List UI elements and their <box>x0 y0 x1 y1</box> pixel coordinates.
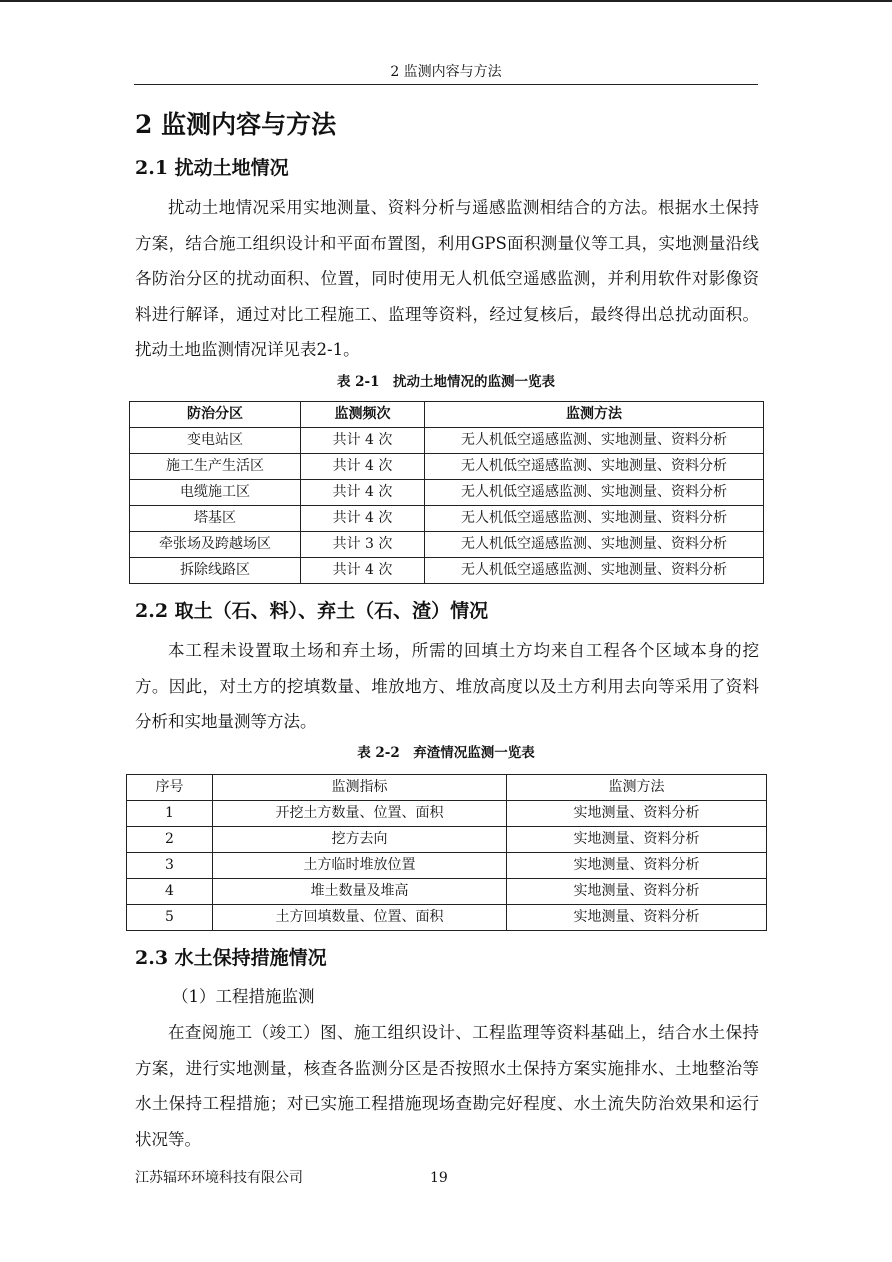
cell-zone: 施工生产生活区 <box>130 454 301 480</box>
column-header: 防治分区 <box>130 402 301 428</box>
section-2-2-paragraph: 本工程未设置取土场和弃土场，所需的回填土方均来自工程各个区域本身的挖方。因此，对土方的挖填数量、堆放地方、堆放高度以及土方利用去向等采用了资料分析和实地量测等方法。 <box>135 641 759 732</box>
column-header: 监测方法 <box>425 402 764 428</box>
table-header-row <box>130 402 764 428</box>
table-row <box>127 853 767 879</box>
cell-frequency: 共计 4 次 <box>301 454 425 480</box>
page-top-border <box>0 0 892 2</box>
table-row <box>127 801 767 827</box>
cell-index: 5 <box>127 905 213 931</box>
table-2-2-caption: 表 2-2 弃渣情况监测一览表 <box>357 745 535 761</box>
cell-indicator: 开挖土方数量、位置、面积 <box>213 801 507 827</box>
table-row <box>130 558 764 584</box>
cell-method: 实地测量、资料分析 <box>507 905 767 931</box>
table-row <box>130 506 764 532</box>
footer-company: 江苏辐环环境科技有限公司 <box>135 1170 303 1186</box>
sub-item-heading: （1）工程措施监测 <box>172 987 315 1006</box>
column-header: 监测指标 <box>213 775 507 801</box>
page-number: 19 <box>430 1170 448 1186</box>
cell-zone: 电缆施工区 <box>130 480 301 506</box>
section-2-1-title: 2.1 扰动土地情况 <box>135 157 289 179</box>
cell-frequency: 共计 4 次 <box>301 480 425 506</box>
cell-index: 4 <box>127 879 213 905</box>
cell-method: 无人机低空遥感监测、实地测量、资料分析 <box>425 480 764 506</box>
table-2-1-caption: 表 2-1 扰动土地情况的监测一览表 <box>336 374 556 390</box>
column-header: 监测频次 <box>301 402 425 428</box>
cell-method: 实地测量、资料分析 <box>507 879 767 905</box>
cell-frequency: 共计 3 次 <box>301 532 425 558</box>
cell-indicator: 堆土数量及堆高 <box>213 879 507 905</box>
table-2-2 <box>126 774 767 931</box>
chapter-title: 2 监测内容与方法 <box>135 110 337 139</box>
cell-method: 实地测量、资料分析 <box>507 801 767 827</box>
cell-frequency: 共计 4 次 <box>301 558 425 584</box>
cell-indicator: 土方临时堆放位置 <box>213 853 507 879</box>
cell-method: 无人机低空遥感监测、实地测量、资料分析 <box>425 454 764 480</box>
section-2-3-paragraph: 在查阅施工（竣工）图、施工组织设计、工程监理等资料基础上，结合水土保持方案，进行实地测量，核查各监测分区是否按照水土保持方案实施排水、土地整治等水土保持工程措施；对已实施工程措施现场查勘完好程度、水土流失防治效果和运行状况等。 <box>135 1023 759 1149</box>
cell-indicator: 挖方去向 <box>213 827 507 853</box>
section-2-2-title: 2.2 取土（石、料）、弃土（石、渣）情况 <box>135 600 489 622</box>
cell-method: 无人机低空遥感监测、实地测量、资料分析 <box>425 558 764 584</box>
cell-method: 无人机低空遥感监测、实地测量、资料分析 <box>425 506 764 532</box>
section-2-1-paragraph: 扰动土地情况采用实地测量、资料分析与遥感监测相结合的方法。根据水土保持方案，结合施工组织设计和平面布置图，利用GPS面积测量仪等工具，实地测量沿线各防治分区的扰动面积、位置，同时使用无人机低空遥感监测，并利用软件对影像资料进行解译，通过对比工程施工、监理等资料，经过复核后，最终得出总扰动面积。扰动土地监测情况详见表2-1。 <box>135 198 759 360</box>
table-header-row <box>127 775 767 801</box>
table-row <box>127 879 767 905</box>
cell-method: 实地测量、资料分析 <box>507 827 767 853</box>
cell-zone: 塔基区 <box>130 506 301 532</box>
column-header: 序号 <box>127 775 213 801</box>
table-row <box>127 905 767 931</box>
cell-frequency: 共计 4 次 <box>301 428 425 454</box>
table-row <box>127 827 767 853</box>
cell-index: 2 <box>127 827 213 853</box>
table-row <box>130 428 764 454</box>
cell-zone: 牵张场及跨越场区 <box>130 532 301 558</box>
table-2-1 <box>129 401 764 584</box>
cell-zone: 拆除线路区 <box>130 558 301 584</box>
header-rule <box>134 84 758 85</box>
table-row <box>130 454 764 480</box>
cell-method: 无人机低空遥感监测、实地测量、资料分析 <box>425 428 764 454</box>
cell-indicator: 土方回填数量、位置、面积 <box>213 905 507 931</box>
section-2-3-title: 2.3 水土保持措施情况 <box>135 947 327 969</box>
cell-index: 1 <box>127 801 213 827</box>
cell-method: 无人机低空遥感监测、实地测量、资料分析 <box>425 532 764 558</box>
table-row <box>130 480 764 506</box>
table-row <box>130 532 764 558</box>
cell-zone: 变电站区 <box>130 428 301 454</box>
cell-index: 3 <box>127 853 213 879</box>
cell-frequency: 共计 4 次 <box>301 506 425 532</box>
cell-method: 实地测量、资料分析 <box>507 853 767 879</box>
column-header: 监测方法 <box>507 775 767 801</box>
running-header: 2 监测内容与方法 <box>390 64 502 80</box>
